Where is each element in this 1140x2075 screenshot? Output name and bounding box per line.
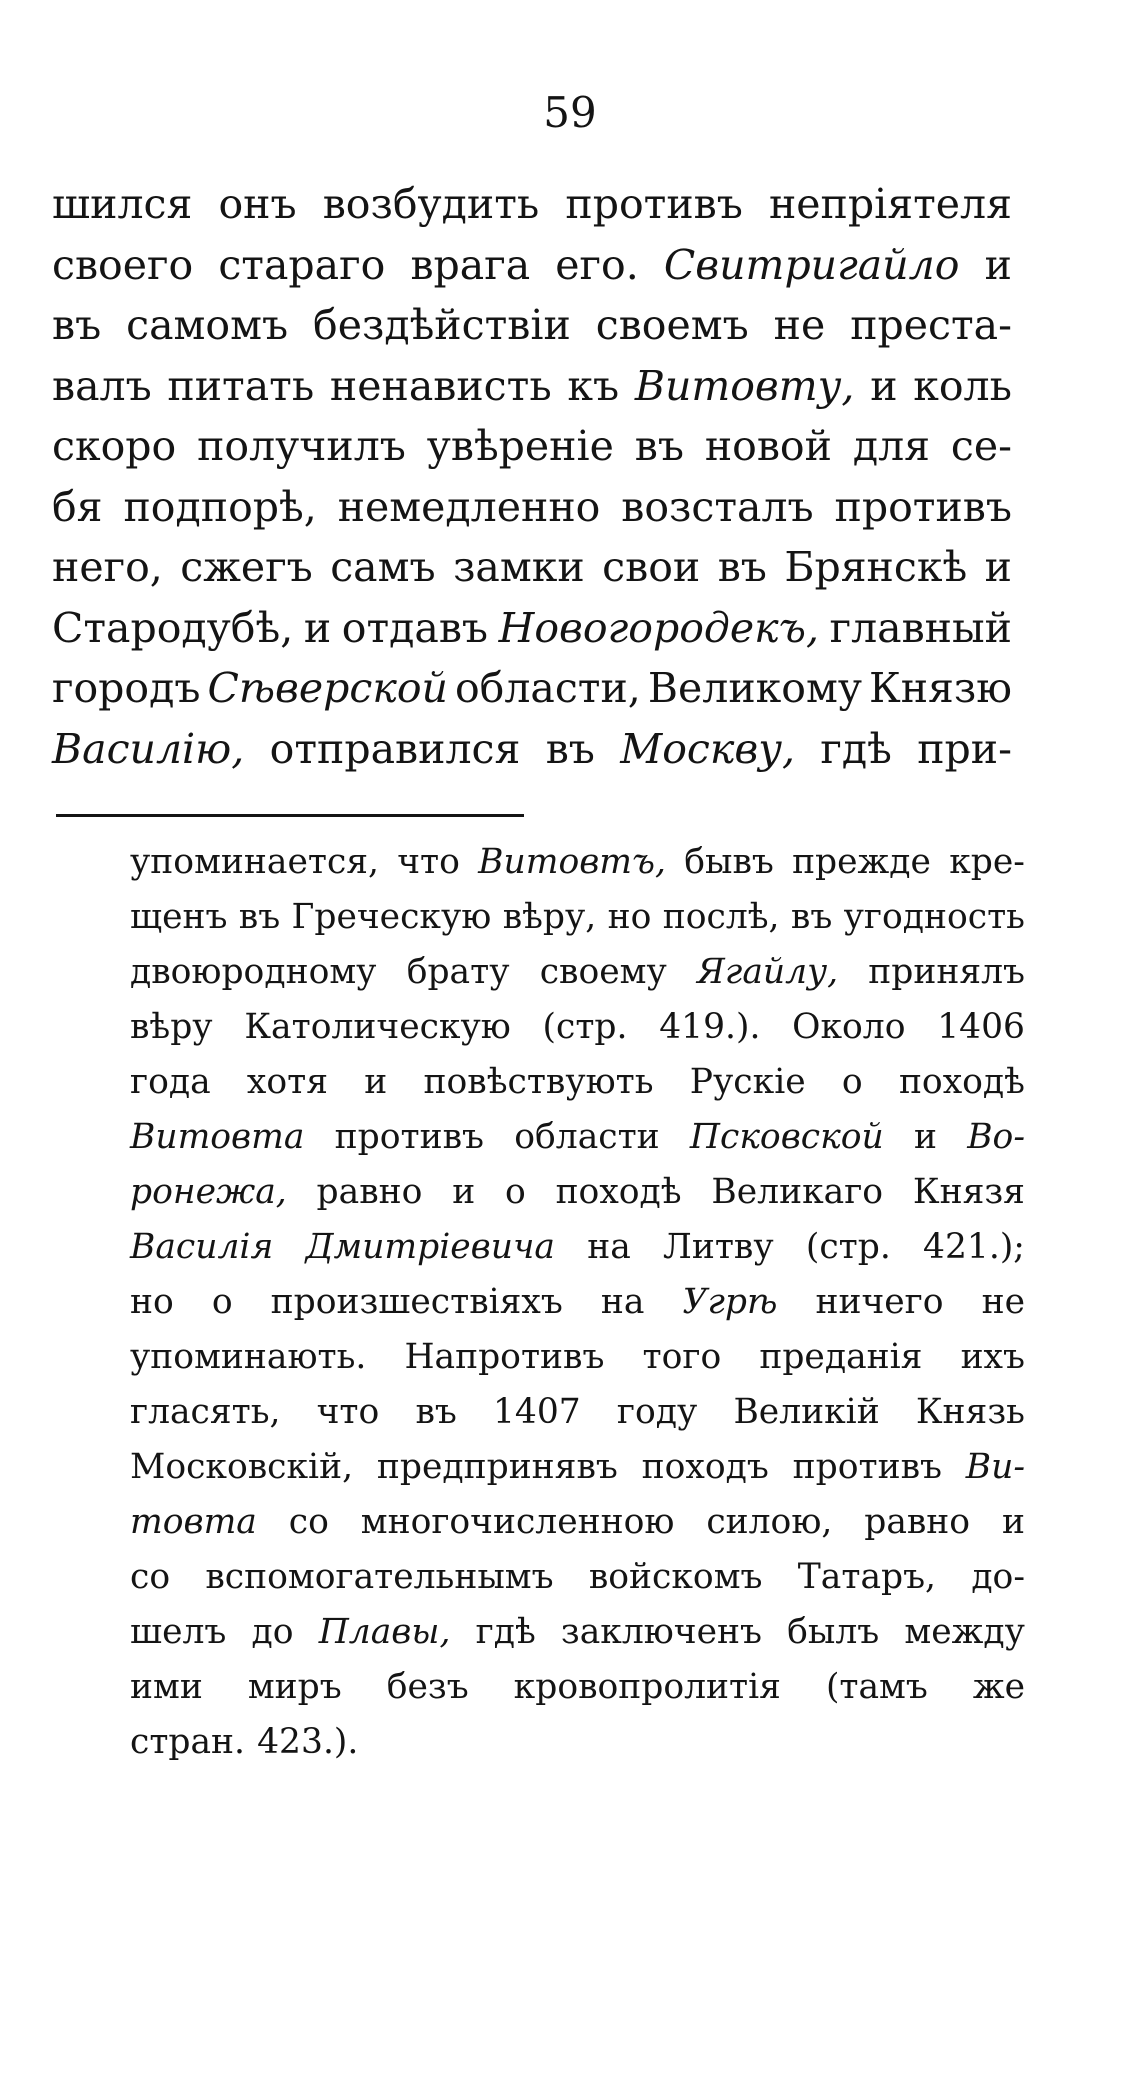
- word: 1407: [492, 1392, 581, 1432]
- footnote-line: [130, 1172, 1025, 1227]
- word: Литву: [663, 1227, 774, 1267]
- word: при-: [917, 724, 1012, 773]
- word: коль: [913, 361, 1012, 410]
- word: бя: [52, 482, 103, 531]
- word: немедленно: [337, 482, 601, 531]
- word: что: [397, 842, 460, 882]
- word: противъ: [792, 1447, 942, 1487]
- text-line: [52, 241, 1012, 302]
- word: походъ: [641, 1447, 769, 1487]
- footnote-line: [130, 1447, 1025, 1502]
- footnote-line: [130, 1557, 1025, 1612]
- word: упоминается,: [130, 842, 380, 882]
- word: шелъ: [130, 1612, 227, 1652]
- word: Псковской: [689, 1117, 884, 1157]
- word: сжегъ: [180, 543, 313, 591]
- text-line: [52, 664, 1012, 725]
- word: Брянскѣ: [784, 543, 968, 591]
- word: Князя: [912, 1172, 1025, 1212]
- word: свои: [602, 543, 701, 591]
- word: области,: [454, 664, 641, 712]
- word: валъ: [52, 361, 152, 410]
- word: заключенъ: [560, 1612, 762, 1652]
- word: главный: [829, 603, 1012, 652]
- word: своего: [52, 240, 194, 289]
- word: питать: [167, 361, 315, 410]
- word: году: [616, 1392, 698, 1432]
- word: городъ: [52, 664, 201, 712]
- word: отправился: [269, 724, 521, 773]
- word: и: [1001, 1502, 1025, 1542]
- word: въ: [415, 1392, 457, 1432]
- word: бездѣйствіи: [313, 301, 571, 349]
- word: походѣ: [555, 1172, 682, 1212]
- word: Витовту,: [634, 361, 855, 410]
- word: Свитригайло: [663, 240, 960, 289]
- word: къ: [567, 361, 620, 410]
- word: предпринявъ: [376, 1447, 618, 1487]
- word: него,: [52, 543, 163, 591]
- footnote-line: [130, 1337, 1025, 1392]
- word: до: [251, 1612, 294, 1652]
- text-line: [52, 725, 1012, 786]
- word: силою,: [706, 1502, 833, 1542]
- word: Угрѣ: [682, 1282, 778, 1322]
- word: произшествіяхъ: [270, 1282, 563, 1322]
- word: противъ: [565, 180, 743, 228]
- word: ронежа,: [130, 1172, 287, 1212]
- text-line: [52, 362, 1012, 423]
- word: того: [642, 1337, 722, 1377]
- word: многочисленною: [360, 1502, 675, 1542]
- word: Ягайлу,: [697, 952, 839, 992]
- word: Витовтъ,: [478, 842, 666, 882]
- word: о: [504, 1172, 526, 1212]
- word: со: [130, 1557, 171, 1597]
- word: принялъ: [868, 952, 1025, 992]
- word: Великому: [647, 664, 862, 712]
- word: и: [870, 361, 898, 410]
- word: 423.).: [257, 1722, 359, 1762]
- footnote-line: [130, 1062, 1025, 1117]
- word: и: [452, 1172, 476, 1212]
- footnote-line: [130, 952, 1025, 1007]
- word: въ: [52, 301, 102, 349]
- word: до-: [971, 1557, 1025, 1597]
- word: стараго: [218, 240, 386, 289]
- word: своему: [539, 952, 667, 992]
- word: Москву,: [620, 724, 796, 773]
- word: ихъ: [960, 1337, 1025, 1377]
- word: преста-: [850, 301, 1012, 349]
- word: возбудить: [322, 180, 540, 228]
- word: Московскій,: [130, 1447, 354, 1487]
- word: своемъ: [595, 301, 749, 349]
- word: вѣру,: [502, 897, 597, 937]
- word: безъ: [386, 1667, 469, 1707]
- word: войскомъ: [588, 1557, 763, 1597]
- word: гдѣ: [475, 1612, 536, 1652]
- word: Дмитріевича: [305, 1227, 555, 1267]
- word: миръ: [247, 1667, 342, 1707]
- word: Витовта: [130, 1117, 305, 1157]
- word: Католическую: [244, 1007, 511, 1047]
- word: стран.: [130, 1722, 246, 1762]
- word: возсталъ: [621, 482, 814, 531]
- word: кре-: [949, 842, 1025, 882]
- footnote-line: [130, 1667, 1025, 1722]
- word: области: [514, 1117, 660, 1157]
- word: Василію,: [52, 724, 245, 773]
- word: и: [303, 603, 332, 652]
- main-text: [52, 180, 1012, 785]
- word: Ви-: [965, 1447, 1025, 1487]
- word: Князь: [915, 1392, 1025, 1432]
- word: 1406: [937, 1007, 1025, 1047]
- footnote-line: [130, 1722, 1025, 1777]
- word: брату: [406, 952, 510, 992]
- text-line: [52, 543, 1012, 604]
- word: двоюродному: [130, 952, 377, 992]
- word: ничего: [815, 1282, 944, 1322]
- word: со: [288, 1502, 329, 1542]
- word: ненависть: [329, 361, 552, 410]
- word: кровопролитія: [513, 1667, 781, 1707]
- word: и: [913, 1117, 937, 1157]
- word: равно: [316, 1172, 423, 1212]
- word: повѣствують: [423, 1062, 654, 1102]
- word: вспомогательнымъ: [205, 1557, 554, 1597]
- word: (стр.: [542, 1007, 628, 1047]
- word: и: [364, 1062, 388, 1102]
- word: замки: [453, 543, 585, 591]
- footnote: [130, 842, 1025, 1777]
- word: что: [316, 1392, 380, 1432]
- word: щенъ: [130, 897, 228, 937]
- word: Плавы,: [318, 1612, 451, 1652]
- word: же: [972, 1667, 1025, 1707]
- word: противъ: [834, 482, 1012, 531]
- word: врага: [410, 240, 531, 289]
- word: но: [130, 1282, 174, 1322]
- word: 421.);: [923, 1227, 1025, 1267]
- word: ими: [130, 1667, 203, 1707]
- word: хотя: [246, 1062, 329, 1102]
- word: былъ: [787, 1612, 880, 1652]
- word: походѣ: [898, 1062, 1025, 1102]
- text-line: [52, 483, 1012, 544]
- word: шился: [52, 180, 193, 228]
- footnote-line: [130, 1612, 1025, 1667]
- word: гласять,: [130, 1392, 281, 1432]
- word: самомъ: [126, 301, 289, 349]
- word: скоро: [52, 422, 177, 470]
- word: равно: [864, 1502, 971, 1542]
- word: на: [587, 1227, 631, 1267]
- word: не: [981, 1282, 1025, 1322]
- word: бывъ: [684, 842, 774, 882]
- word: подпорѣ,: [123, 482, 317, 531]
- footnote-rule: [56, 814, 524, 817]
- footnote-line: [130, 1502, 1025, 1557]
- word: непріятеля: [768, 180, 1012, 228]
- word: Князю: [869, 664, 1012, 712]
- word: гдѣ: [820, 724, 892, 773]
- footnote-line: [130, 1007, 1025, 1062]
- word: Около: [792, 1007, 906, 1047]
- footnote-line: [130, 897, 1025, 952]
- text-line: [52, 301, 1012, 362]
- page-number: 59: [543, 88, 597, 137]
- word: Сѣверской: [207, 664, 448, 712]
- word: преданія: [759, 1337, 923, 1377]
- word: увѣреніе: [426, 422, 614, 470]
- word: Великаго: [711, 1172, 884, 1212]
- word: прежде: [792, 842, 931, 882]
- word: и: [984, 240, 1012, 289]
- word: Великій: [733, 1392, 880, 1432]
- word: его.: [555, 240, 639, 289]
- word: въ: [634, 422, 684, 470]
- word: о: [211, 1282, 233, 1322]
- word: отдавъ: [341, 603, 488, 652]
- footnote-line: [130, 842, 1025, 897]
- word: но: [607, 897, 652, 937]
- word: товта: [130, 1502, 257, 1542]
- word: (стр.: [805, 1227, 891, 1267]
- word: Во-: [967, 1117, 1025, 1157]
- word: и: [984, 543, 1012, 591]
- footnote-line: [130, 1282, 1025, 1337]
- word: получилъ: [197, 422, 406, 470]
- word: Греческую: [291, 897, 492, 937]
- word: (тамъ: [825, 1667, 928, 1707]
- word: не: [773, 301, 826, 349]
- text-line: [52, 180, 1012, 241]
- word: Василія: [130, 1227, 274, 1267]
- word: 419.).: [659, 1007, 761, 1047]
- word: новой: [704, 422, 832, 470]
- word: на: [600, 1282, 645, 1322]
- word: Напротивъ: [404, 1337, 605, 1377]
- text-line: [52, 422, 1012, 483]
- word: послѣ,: [662, 897, 780, 937]
- word: се-: [950, 422, 1012, 470]
- word: онъ: [218, 180, 297, 228]
- word: въ: [790, 897, 833, 937]
- word: между: [904, 1612, 1025, 1652]
- footnote-line: [130, 1117, 1025, 1172]
- word: въ: [238, 897, 281, 937]
- word: въ: [545, 724, 595, 773]
- word: Новогородекъ,: [498, 603, 820, 652]
- word: упоминають.: [130, 1337, 367, 1377]
- word: самъ: [330, 543, 436, 591]
- word: года: [130, 1062, 211, 1102]
- text-line: [52, 604, 1012, 665]
- word: вѣру: [130, 1007, 213, 1047]
- footnote-line: [130, 1227, 1025, 1282]
- word: противъ: [334, 1117, 484, 1157]
- word: Татаръ,: [797, 1557, 937, 1597]
- word: о: [841, 1062, 863, 1102]
- word: Рускіе: [689, 1062, 806, 1102]
- word: Стародубѣ,: [52, 603, 294, 652]
- footnote-line: [130, 1392, 1025, 1447]
- word: для: [852, 422, 930, 470]
- word: въ: [717, 543, 767, 591]
- word: угодность: [843, 897, 1025, 937]
